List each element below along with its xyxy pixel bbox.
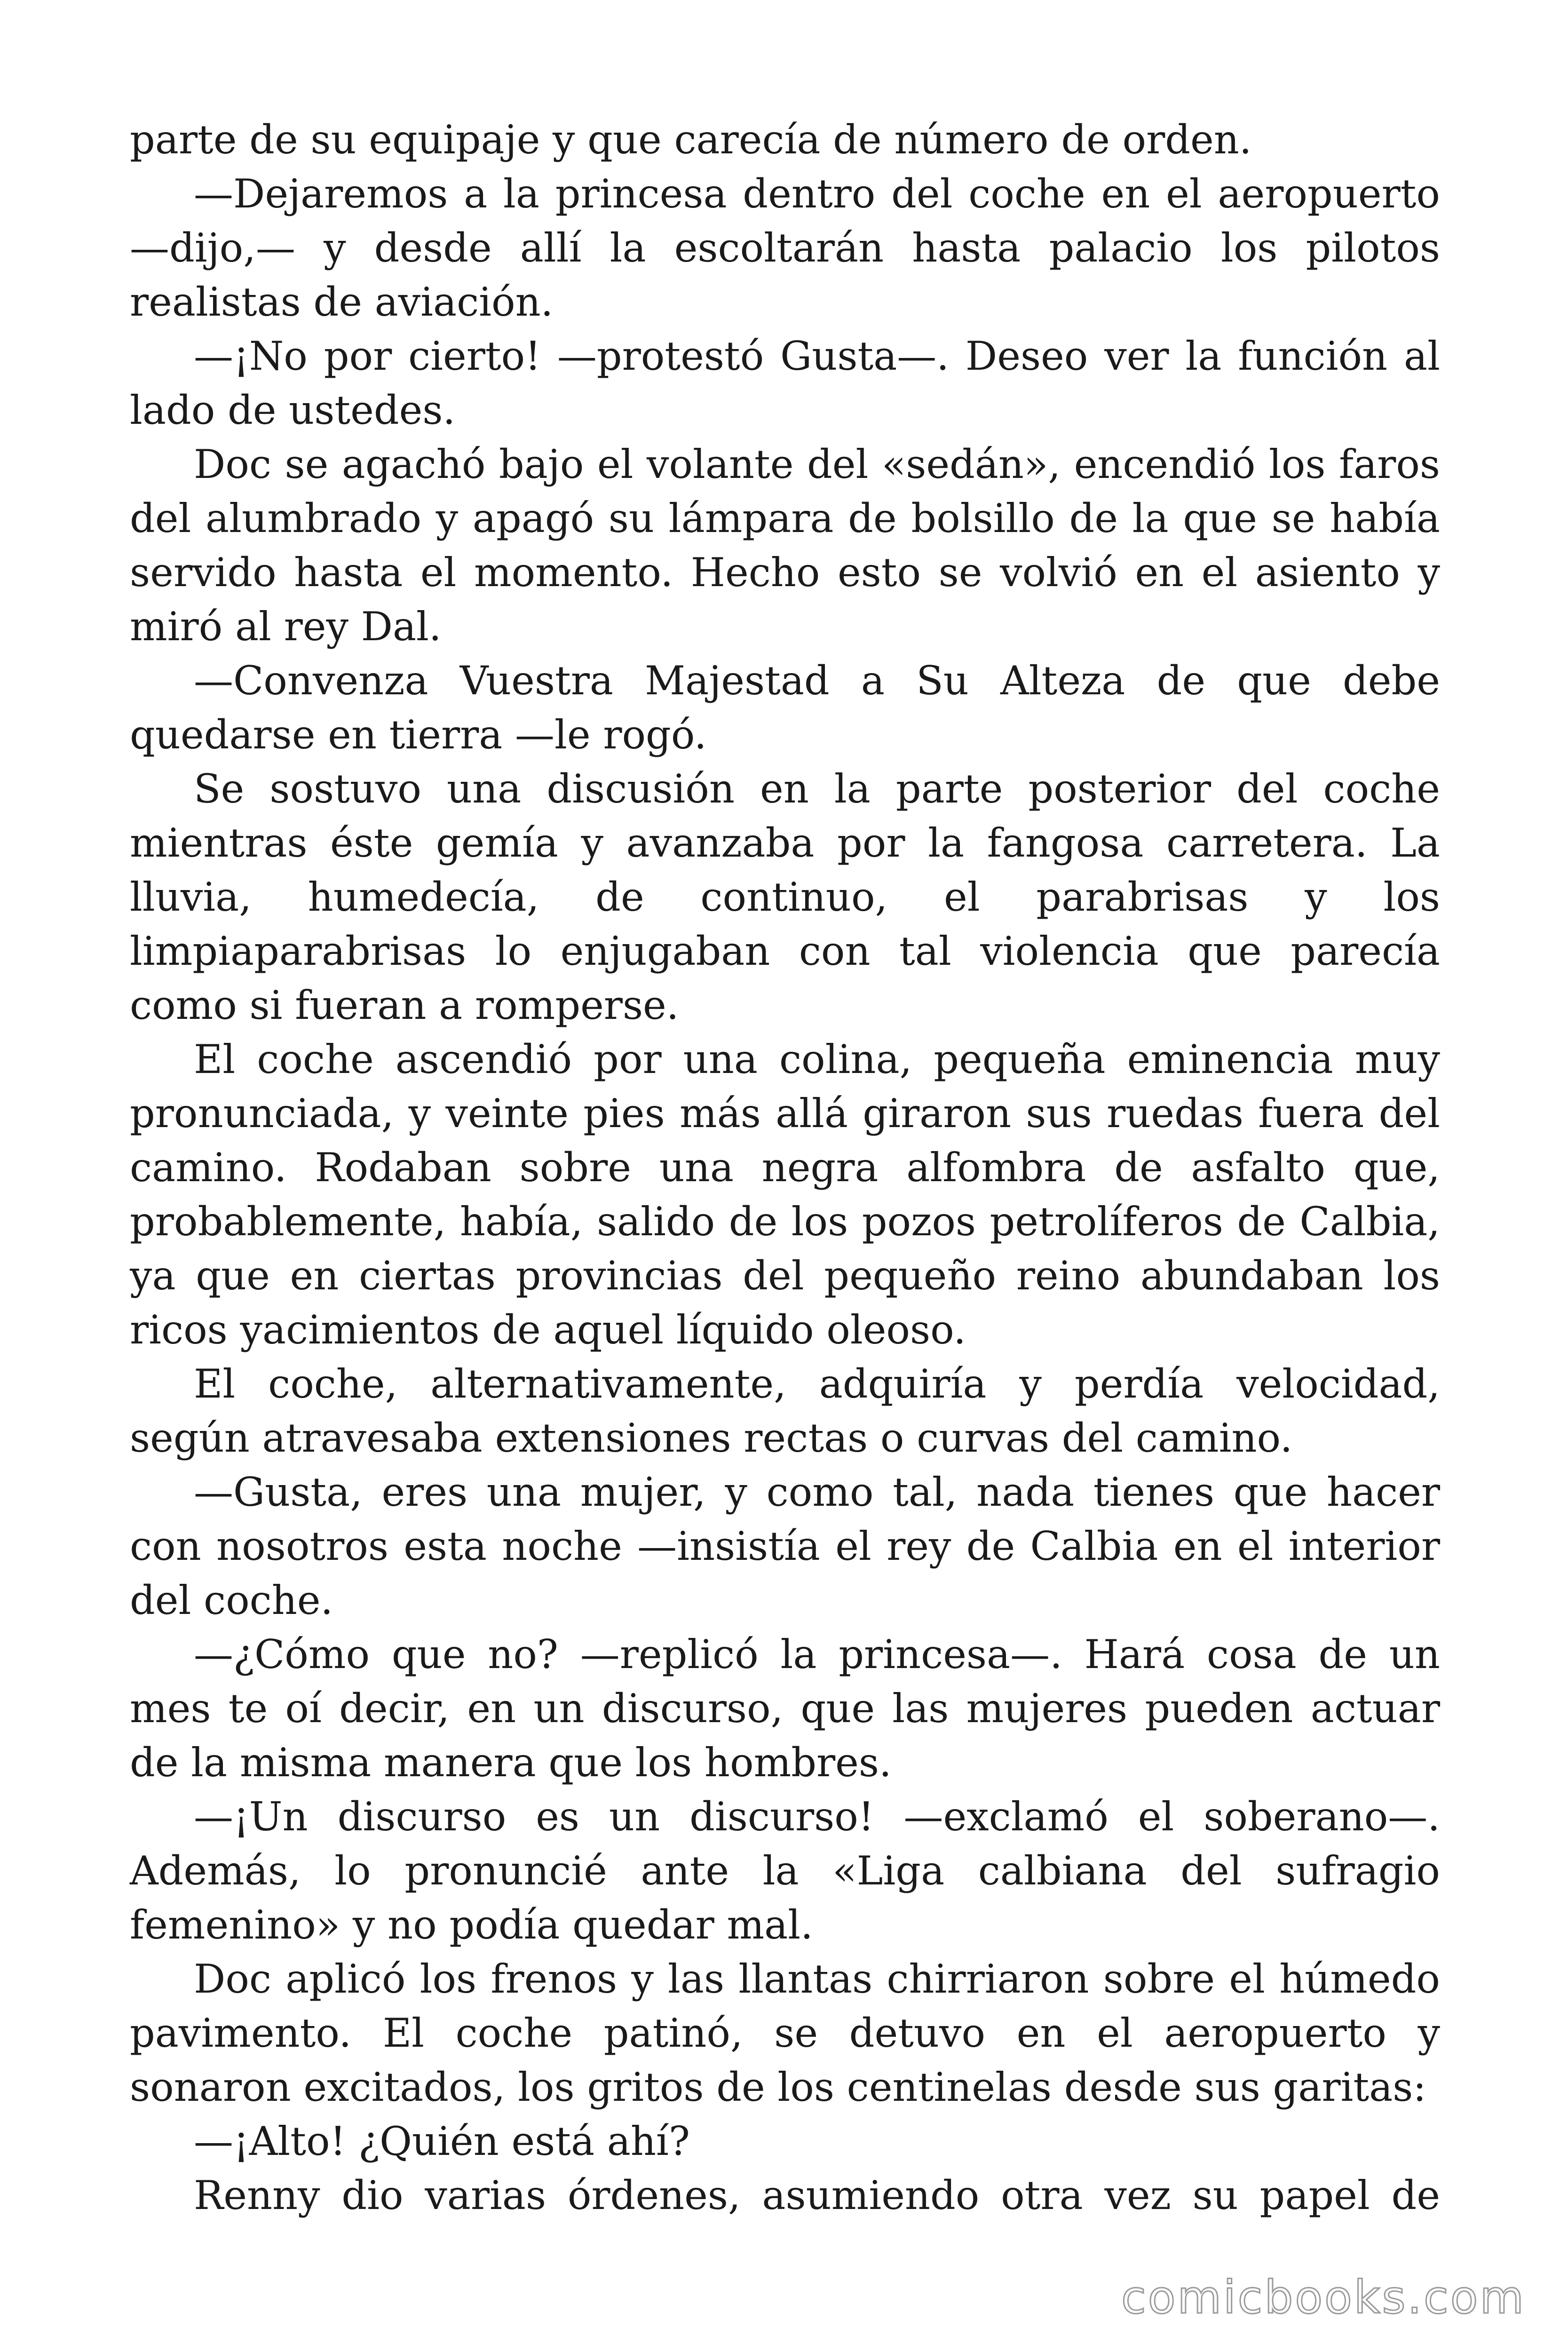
paragraph: —¡Un discurso es un discurso! —exclamó el soberano—. Además, lo pronuncié ante la «Liga calbiana del sufragio femenino» y no podía quedar mal. xyxy=(130,1794,1440,1948)
paragraph-continuation: parte de su equipaje y que carecía de número de orden. xyxy=(130,117,1252,163)
paragraph: —¡No por cierto! —protestó Gusta—. Deseo ver la función al lado de ustedes. xyxy=(130,333,1440,433)
paragraph: El coche ascendió por una colina, pequeña eminencia muy pronunciada, y veinte pies más allá giraron sus ruedas fuera del camino. Rodaban sobre una negra alfombra de asfalto que, probablemente, había, salido de los pozos petrolíferos de Calbia, ya que en ciertas provincias del pequeño reino abundaban los ricos yacimientos de aquel líquido oleoso. xyxy=(130,1036,1440,1353)
paragraph: —Dejaremos a la princesa dentro del coche en el aeropuerto —dijo,— y desde allí la escoltarán hasta palacio los pilotos realistas de aviación. xyxy=(130,171,1440,325)
paragraph: El coche, alternativamente, adquiría y perdía velocidad, según atravesaba extensiones rectas o curvas del camino. xyxy=(130,1361,1440,1461)
paragraph: —Gusta, eres una mujer, y como tal, nada tienes que hacer con nosotros esta noche —insistía el rey de Calbia en el interior del coche. xyxy=(130,1469,1440,1623)
paragraph: Doc aplicó los frenos y las llantas chirriaron sobre el húmedo pavimento. El coche patinó, se detuvo en el aeropuerto y sonaron excitados, los gritos de los centinelas desde sus garitas: xyxy=(130,1956,1440,2110)
book-page-text xyxy=(130,113,1440,2223)
paragraph: —¡Alto! ¿Quién está ahí? xyxy=(194,2118,690,2164)
paragraph: Doc se agachó bajo el volante del «sedán», encendió los faros del alumbrado y apagó su lámpara de bolsillo de la que se había servido hasta el momento. Hecho esto se volvió en el asiento y miró al rey Dal. xyxy=(130,441,1440,650)
paragraph: Se sostuvo una discusión en la parte posterior del coche mientras éste gemía y avanzaba por la fangosa carretera. La lluvia, humedecía, de continuo, el parabrisas y los limpiaparabrisas lo enjugaban con tal violencia que parecía como si fueran a romperse. xyxy=(130,766,1440,1028)
paragraph: —¿Cómo que no? —replicó la princesa—. Hará cosa de un mes te oí decir, en un discurso, que las mujeres pueden actuar de la misma manera que los hombres. xyxy=(130,1631,1440,1786)
paragraph-last-line: Renny dio varias órdenes, asumiendo otra vez su papel de xyxy=(194,2172,1440,2218)
watermark-logo: comicbooks.com xyxy=(1121,2271,1526,2324)
paragraph: —Convenza Vuestra Majestad a Su Alteza de que debe quedarse en tierra —le rogó. xyxy=(130,658,1440,758)
